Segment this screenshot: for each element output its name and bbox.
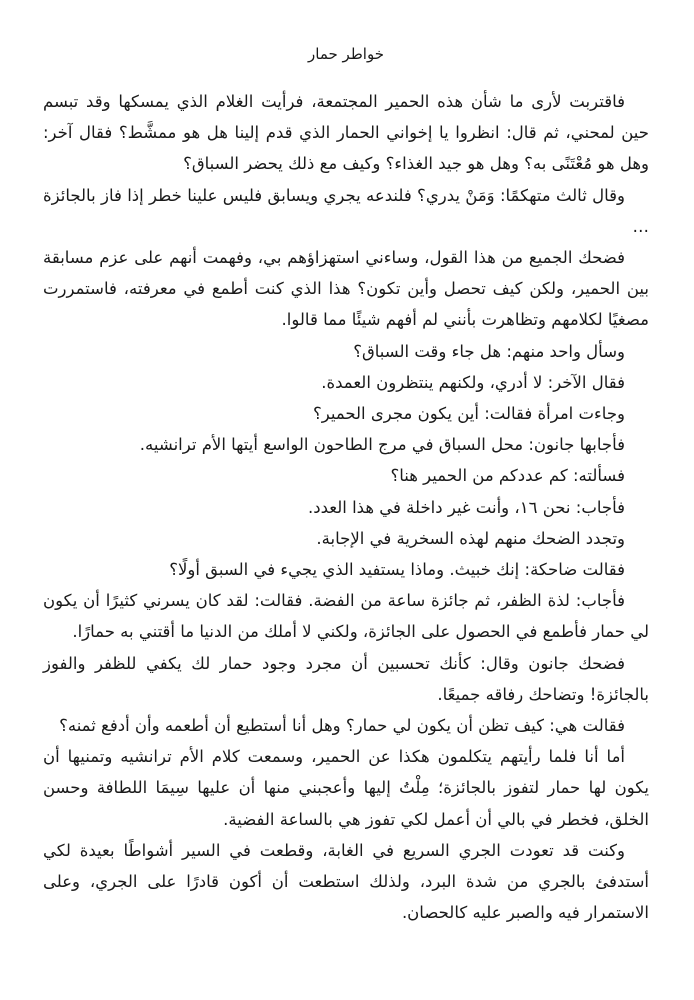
running-header: خواطر حمار xyxy=(308,45,384,63)
paragraph: فضحك جانون وقال: كأنك تحسبين أن مجرد وجود حمار لك يكفي للظفر والفوز بالجائزة! وتضاحك رفاقه جميعًا. xyxy=(43,653,649,704)
paragraph: وقال ثالث متهكمًا: وَمَنْ يدري؟ فلندعه يجري ويسابق فليس علينا خطر إذا فاز بالجائزة … xyxy=(43,185,649,236)
paragraph: فاقتربت لأرى ما شأن هذه الحمير المجتمعة، فرأيت الغلام الذي يمسكها وقد تبسم حين لمحني، ثم قال: انظروا يا إخواني الحمار الذي قدم إلينا هل هو ممشَّط؟ فقال آخر: وهل هو مُعْتَنًى به؟ وهل هو جيد الغذاء؟ وكيف مع ذلك يحضر السباق؟ xyxy=(43,92,649,174)
paragraph: وسأل واحد منهم: هل جاء وقت السباق؟ xyxy=(353,341,625,361)
body-text xyxy=(43,86,649,928)
paragraph: فقال الآخر: لا أدري، ولكنهم ينتظرون العمدة. xyxy=(321,372,625,392)
paragraph: فضحك الجميع من هذا القول، وساءني استهزاؤهم بي، وفهمت أنهم على عزم مسابقة بين الحمير، ولكن كيف تحصل وأين تكون؟ هذا الذي كنت أطمع في معرفته، فاستمررت مصغيًا لكلامهم وتظاهرت بأنني لم أفهم شيئًا مما قالوا. xyxy=(43,248,649,330)
paragraph: فأجاب: نحن ١٦، وأنت غير داخلة في هذا العدد. xyxy=(308,497,625,517)
paragraph: فقالت ضاحكة: إنك خبيث. وماذا يستفيد الذي يجيء في السبق أولًا؟ xyxy=(169,560,625,580)
paragraph: فسألته: كم عددكم من الحمير هنا؟ xyxy=(390,466,625,486)
paragraph: فأجابها جانون: محل السباق في مرج الطاحون الواسع أيتها الأم ترانشيه. xyxy=(139,435,625,455)
paragraph: فأجاب: لذة الظفر، ثم جائزة ساعة من الفضة. فقالت: لقد كان يسرني كثيرًا أن يكون لي حمار فأطمع في الحصول على الجائزة، ولكني لا أملك من الدنيا ما أقتني به حمارًا. xyxy=(43,591,649,642)
paragraph: وكنت قد تعودت الجري السريع في الغابة، وقطعت في السير أشواطًا بعيدة لكي أستدفئ بالجري من شدة البرد، ولذلك استطعت أن أكون قادرًا على الجري، وعلى الاستمرار فيه والصبر عليه كالحصان. xyxy=(43,840,649,923)
paragraph: وجاءت امرأة فقالت: أين يكون مجرى الحمير؟ xyxy=(313,404,625,424)
paragraph: فقالت هي: كيف تظن أن يكون لي حمار؟ وهل أنا أستطيع أن أطعمه وأن أدفع ثمنه؟ xyxy=(59,716,625,736)
paragraph: وتجدد الضحك منهم لهذه السخرية في الإجابة. xyxy=(316,528,625,548)
paragraph: أما أنا فلما رأيتهم يتكلمون هكذا عن الحمير، وسمعت كلام الأم ترانشيه وتمنيها أن يكون لها حمار لتفوز بالجائزة؛ مِلْتُ إليها وأعجبني منها أن عليها سِيمَا اللطافة وحسن الخلق، فخطر في بالي أن أعمل لكي تفوز هي بالساعة الفضية. xyxy=(43,747,649,829)
